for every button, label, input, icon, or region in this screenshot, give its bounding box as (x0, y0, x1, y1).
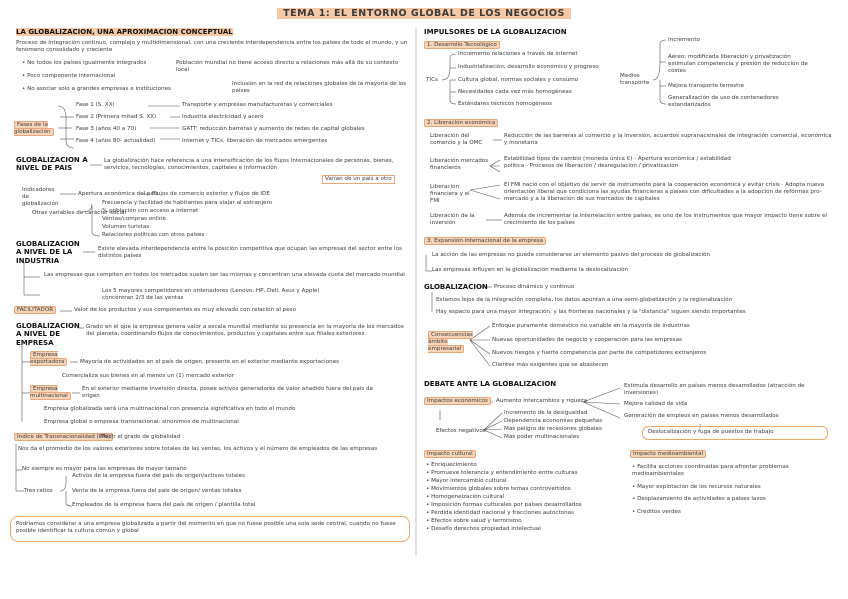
tics-item: Necesidades cada vez más homogéneas (458, 89, 572, 95)
impactos-eco-desc: Aumento intercambios y riqueza (496, 398, 588, 404)
globalizacion-desc: Proceso dinámico y continuo (494, 284, 575, 290)
cultural-item: • Pérdida identidad nacional y fracciones autóctonas (426, 510, 574, 517)
medioambiental-item: • Mayor explotación de los recursos naturales (632, 484, 761, 491)
deslocalizacion-text: Deslocalización y fuga de puestos de trabajo (648, 429, 774, 435)
medios-item: Incremento (668, 37, 700, 43)
section-heading-pais: GLOBALIZACION A NIVEL DE PAIS (16, 156, 88, 173)
expansion-point: Las empresas influyen en la globalización mediante la deslocalización (432, 267, 629, 273)
medioambiental-heading: Impacto medioambiental (630, 451, 706, 458)
medioambiental-item: • Desplazamiento de actividades a países laxos (632, 496, 766, 503)
pais-varian: Varían de un país a otro (322, 175, 395, 184)
indicador: Apertura económica del país (78, 191, 159, 197)
medioambiental-item: • Facilita acciones coordinadas para afrontar problemas medioambientales (632, 464, 812, 478)
exportadora-desc: Comercializa sus bienes en al menos un (1) mercado exterior (62, 373, 234, 379)
impulsor-heading: 2. Liberación económica (424, 120, 498, 127)
medios-item: Generalización de uso de contenedores estandarizados (668, 95, 779, 108)
itn-desc: Medir el grado de globalidad (100, 434, 181, 440)
industria-point: Las empresas que compiten en todos los mercados suelen ser las mismas y concentran una elevada cuota del mercado mundial (44, 272, 405, 278)
section-heading-concepto: LA GLOBALIZACION, UNA APROXIMACION CONCEPTUAL (16, 28, 233, 36)
fases-label: Fases de la globalización (14, 122, 58, 136)
fase-desc: Transporte y empresas manufactureras y comerciales (182, 102, 333, 108)
cultural-item: • Imposición formas culturales por países desarrollados (426, 502, 582, 509)
page-title: TEMA 1: EL ENTORNO GLOBAL DE LOS NEGOCIOS (0, 8, 848, 19)
efecto-item: Más poder multinacionales (504, 434, 580, 440)
efectos-label: Efectos negativos (436, 428, 486, 434)
cultural-item: • Homogeneización cultural (426, 494, 504, 501)
globalizacion-point: Estamos lejos de la integración completa, los datos apuntan a una semi-globalización y la regionalización (436, 297, 733, 303)
liberacion-key: Liberación del comercio y la OMC (430, 133, 483, 146)
industria-example: Los 5 mayores competidores en ordenadores (Lenovo, HP, Dell, Asus y Apple) concentran 2/3 de las ventas (102, 288, 320, 301)
concept-bullet: • No todos los países igualmente integrados (22, 60, 146, 67)
expansion-point: La acción de las empresas no puede considerarse un elemento pasivo del proceso de globalización (432, 252, 711, 258)
consecuencia-item: Nuevas oportunidades de negocio y cooperación para las empresas (492, 337, 682, 343)
indicadores-label: Indicadores de globalización (22, 187, 59, 207)
fase-name: Fase 3 (años 40 a 70) (76, 126, 137, 132)
exportadora-label: Empresa exportadora (30, 352, 70, 366)
impactos-eco-item: Generación de empleos en países menos desarrollados (624, 413, 779, 419)
facilitador-label: FACILITADOR (14, 307, 56, 314)
section-heading-impulsores: IMPULSORES DE LA GLOBALIZACION (424, 28, 567, 36)
liberacion-desc: Además de incrementar la interrelación entre países, es uno de los instrumentos que mayor impacto tiene sobre el crecimiento de los países (504, 213, 827, 226)
concept-bullet: • Poco componente internacional (22, 73, 115, 80)
ratio-item: Venta de la empresa fuera del país de origen/ ventas totales (72, 488, 242, 494)
multinacional-desc: Empresa global o empresa transnacional: sinónimos de multinacional (44, 419, 239, 425)
liberacion-key: Liberación mercados financieros (430, 158, 489, 171)
otras-item: Relaciones políticas con otros países (102, 232, 205, 238)
cultural-item: • Promueve tolerancia y entendimiento entre culturas (426, 470, 578, 477)
section-heading-globalizacion: GLOBALIZACION (424, 283, 488, 291)
otras-item: Frecuencia y facilidad de habitantes para viajar al extranjero (102, 200, 273, 206)
tics-item: Incremento relaciones a través de internet (458, 51, 578, 57)
cultural-item: • Desafío derechos propiedad intelectual (426, 526, 541, 533)
efecto-item: Dependencia economías pequeñas (504, 418, 603, 424)
cultural-item: • Movimientos globales sobre temas controvertidos (426, 486, 571, 493)
impactos-eco-item: Estimula desarrollo en países menos desarrollados (atracción de inversiones) (624, 383, 805, 396)
tics-item: Cultura global, normas sociales y consumo (458, 77, 579, 83)
liberacion-desc: El FMI nació con el objetivo de servir de instrumento para la cooperación económica y evitar crisis · Adopta nueva orientación liberal que condiciona las ayudas financieras a países con dificultades a la adopción de reformas pro-mercado y a la liberación de sus mercados de capitales (504, 182, 825, 202)
conclusion-text: Podríamos considerar a una empresa globalizada a partir del momento en que no fuese posible una sola sede central, cuando no fuese posible identificar la cultura común y global (16, 521, 396, 534)
medios-item: Aéreo: modificada liberación y privatización estimulan competencia y presión de reducción de costes (668, 54, 808, 74)
itn-label: Índice de Transnacionalidad (ITN) (14, 434, 113, 441)
otras-label: Otras variables de carácter social (32, 210, 127, 216)
globalizacion-point: Hay espacio para una mayor integración, y las fronteras nacionales y la "distancia" siguen siendo importantes (436, 309, 746, 315)
cultural-item: • Efectos sobre salud y terrorismo (426, 518, 522, 525)
industria-definition: Existe elevada interdependencia entre la posición competitiva que ocupan las empresas del sector entre los distintos países (98, 246, 402, 259)
concept-bullet: • No asociar solo a grandes empresas e instituciones (22, 86, 171, 93)
concept-note: Inclusión en la red de relaciones globales de la mayoría de los países (232, 81, 407, 94)
impulsor-heading: 1. Desarrollo Tecnológico (424, 42, 500, 49)
liberacion-key: Liberación financiera y el FMI (430, 184, 470, 204)
consecuencias-label: Consecuencias ámbito empresarial (428, 332, 473, 352)
facilitador-desc: Valor de los productos y sus componentes es muy elevado con relación al peso (74, 307, 296, 313)
otras-item: Volumen turistas (102, 224, 150, 230)
concept-note: Población mundial no tiene acceso directo a relaciones más allá de su contexto local (176, 60, 399, 73)
efecto-item: Más peligro de recesiones globales (504, 426, 602, 432)
fase-name: Fase 4 (años 80- actualidad) (76, 138, 156, 144)
otras-item: % población con acceso a internet (102, 208, 199, 214)
impulsor-heading: 3. Expansión internacional de la empresa (424, 238, 546, 245)
cultural-heading: Impacto cultural (424, 451, 476, 458)
fase-name: Fase 1 (S. XX) (76, 102, 115, 108)
medios-label: Medios transporte (620, 73, 650, 86)
multinacional-desc: En el exterior mediante inversión directa, posee activos generadores de valor añadido fuera del país de origen (82, 386, 374, 399)
cultural-item: • Mayor intercambio cultural (426, 478, 507, 485)
medioambiental-item: • Créditos verdes (632, 509, 681, 516)
itn-point: Nos da el promedio de los valores exteriores sobre totales de las ventas, los activos y el número de empleados de las empresas (18, 446, 378, 452)
medios-item: Mejora transporte terrestre (668, 83, 744, 89)
multinacional-desc: Empresa globalizada será una multinacional con presencia significativa en todo el mundo (44, 406, 296, 412)
fase-desc: Industria electricidad y acero (182, 114, 264, 120)
itn-point: No siempre es mayor para las empresas de mayor tamaño (22, 466, 187, 472)
efecto-item: Incremento de la desigualdad (504, 410, 588, 416)
liberacion-desc: Reducción de las barreras al comercio y la inversión, acuerdos supranacionales de integración comercial, económica y monetaria (504, 133, 832, 146)
consecuencia-item: Nuevos riesgos y fuerte competencia por parte de competidores extranjeros (492, 350, 707, 356)
fase-desc: Internet y TICs, liberación de mercados emergentes (182, 138, 328, 144)
fase-name: Fase 2 (Primera mitad S. XX) (76, 114, 157, 120)
section-heading-empresa: GLOBALIZACION A NIVEL DE EMPRESA (16, 322, 80, 347)
tres-ratios-label: Tres ratios (24, 488, 53, 494)
concept-definition: Proceso de integración continuo, complejo y multidimensional, con una creciente interdependencia entre los países de todo el mundo, y un fenómeno consolidado y creciente (16, 40, 408, 53)
pais-definition: La globalización hace referencia a una intensificación de los flujos internacionales de personas, bienes, servicios, tecnologías, conocimientos, capitales e información (104, 158, 394, 171)
empresa-definition: Grado en el que la empresa genera valor a escala mundial mediante su presencia en la mayoría de los mercados del planeta, coordinando flujos de conocimientos, productos y capitales entre sus filiales exteriores (86, 324, 404, 337)
exportadora-desc: Mayoría de actividades en el país de origen, presente en el exterior mediante exportaciones (80, 359, 340, 365)
section-heading-debate: DEBATE ANTE LA GLOBALIZACION (424, 380, 557, 388)
liberacion-key: Liberación de la inversión (430, 213, 475, 226)
tics-label: TICs (426, 77, 438, 83)
multinacional-label: Empresa multinacional (30, 386, 70, 400)
liberacion-desc: Estabilidad tipos de cambio (moneda única €) · Apertura económica / estabilidad política · Procesos de liberación / desregulación / privatización (504, 156, 731, 169)
indicador-desc: Flujos de comercio exterior y flujos de IDE (152, 191, 270, 197)
impactos-eco-label: Impactos económicos (424, 398, 491, 405)
tics-item: Estándares técnicos homogéneos (458, 101, 553, 107)
ratio-item: Empleados de la empresa fuera del país de origen / plantilla total (72, 502, 256, 508)
consecuencia-item: Clientes más exigentes que se abastecen (492, 362, 609, 368)
section-heading-industria: GLOBALIZACION A NIVEL DE LA INDUSTRIA (16, 240, 80, 265)
tics-item: Industrialización, desarrollo económico y progreso (458, 64, 599, 70)
fase-desc: GATT: reducción barreras y aumento de redes de capital globales (182, 126, 365, 132)
ratio-item: Activos de la empresa fuera del país de origen/activos totales (72, 473, 245, 479)
cultural-item: • Enriquecimiento (426, 462, 477, 469)
impactos-eco-item: Mejora calidad de vida (624, 401, 688, 407)
otras-item: Ventas/compras online (102, 216, 166, 222)
consecuencia-item: Enfoque puramente doméstico no variable en la mayoría de industrias (492, 323, 690, 329)
